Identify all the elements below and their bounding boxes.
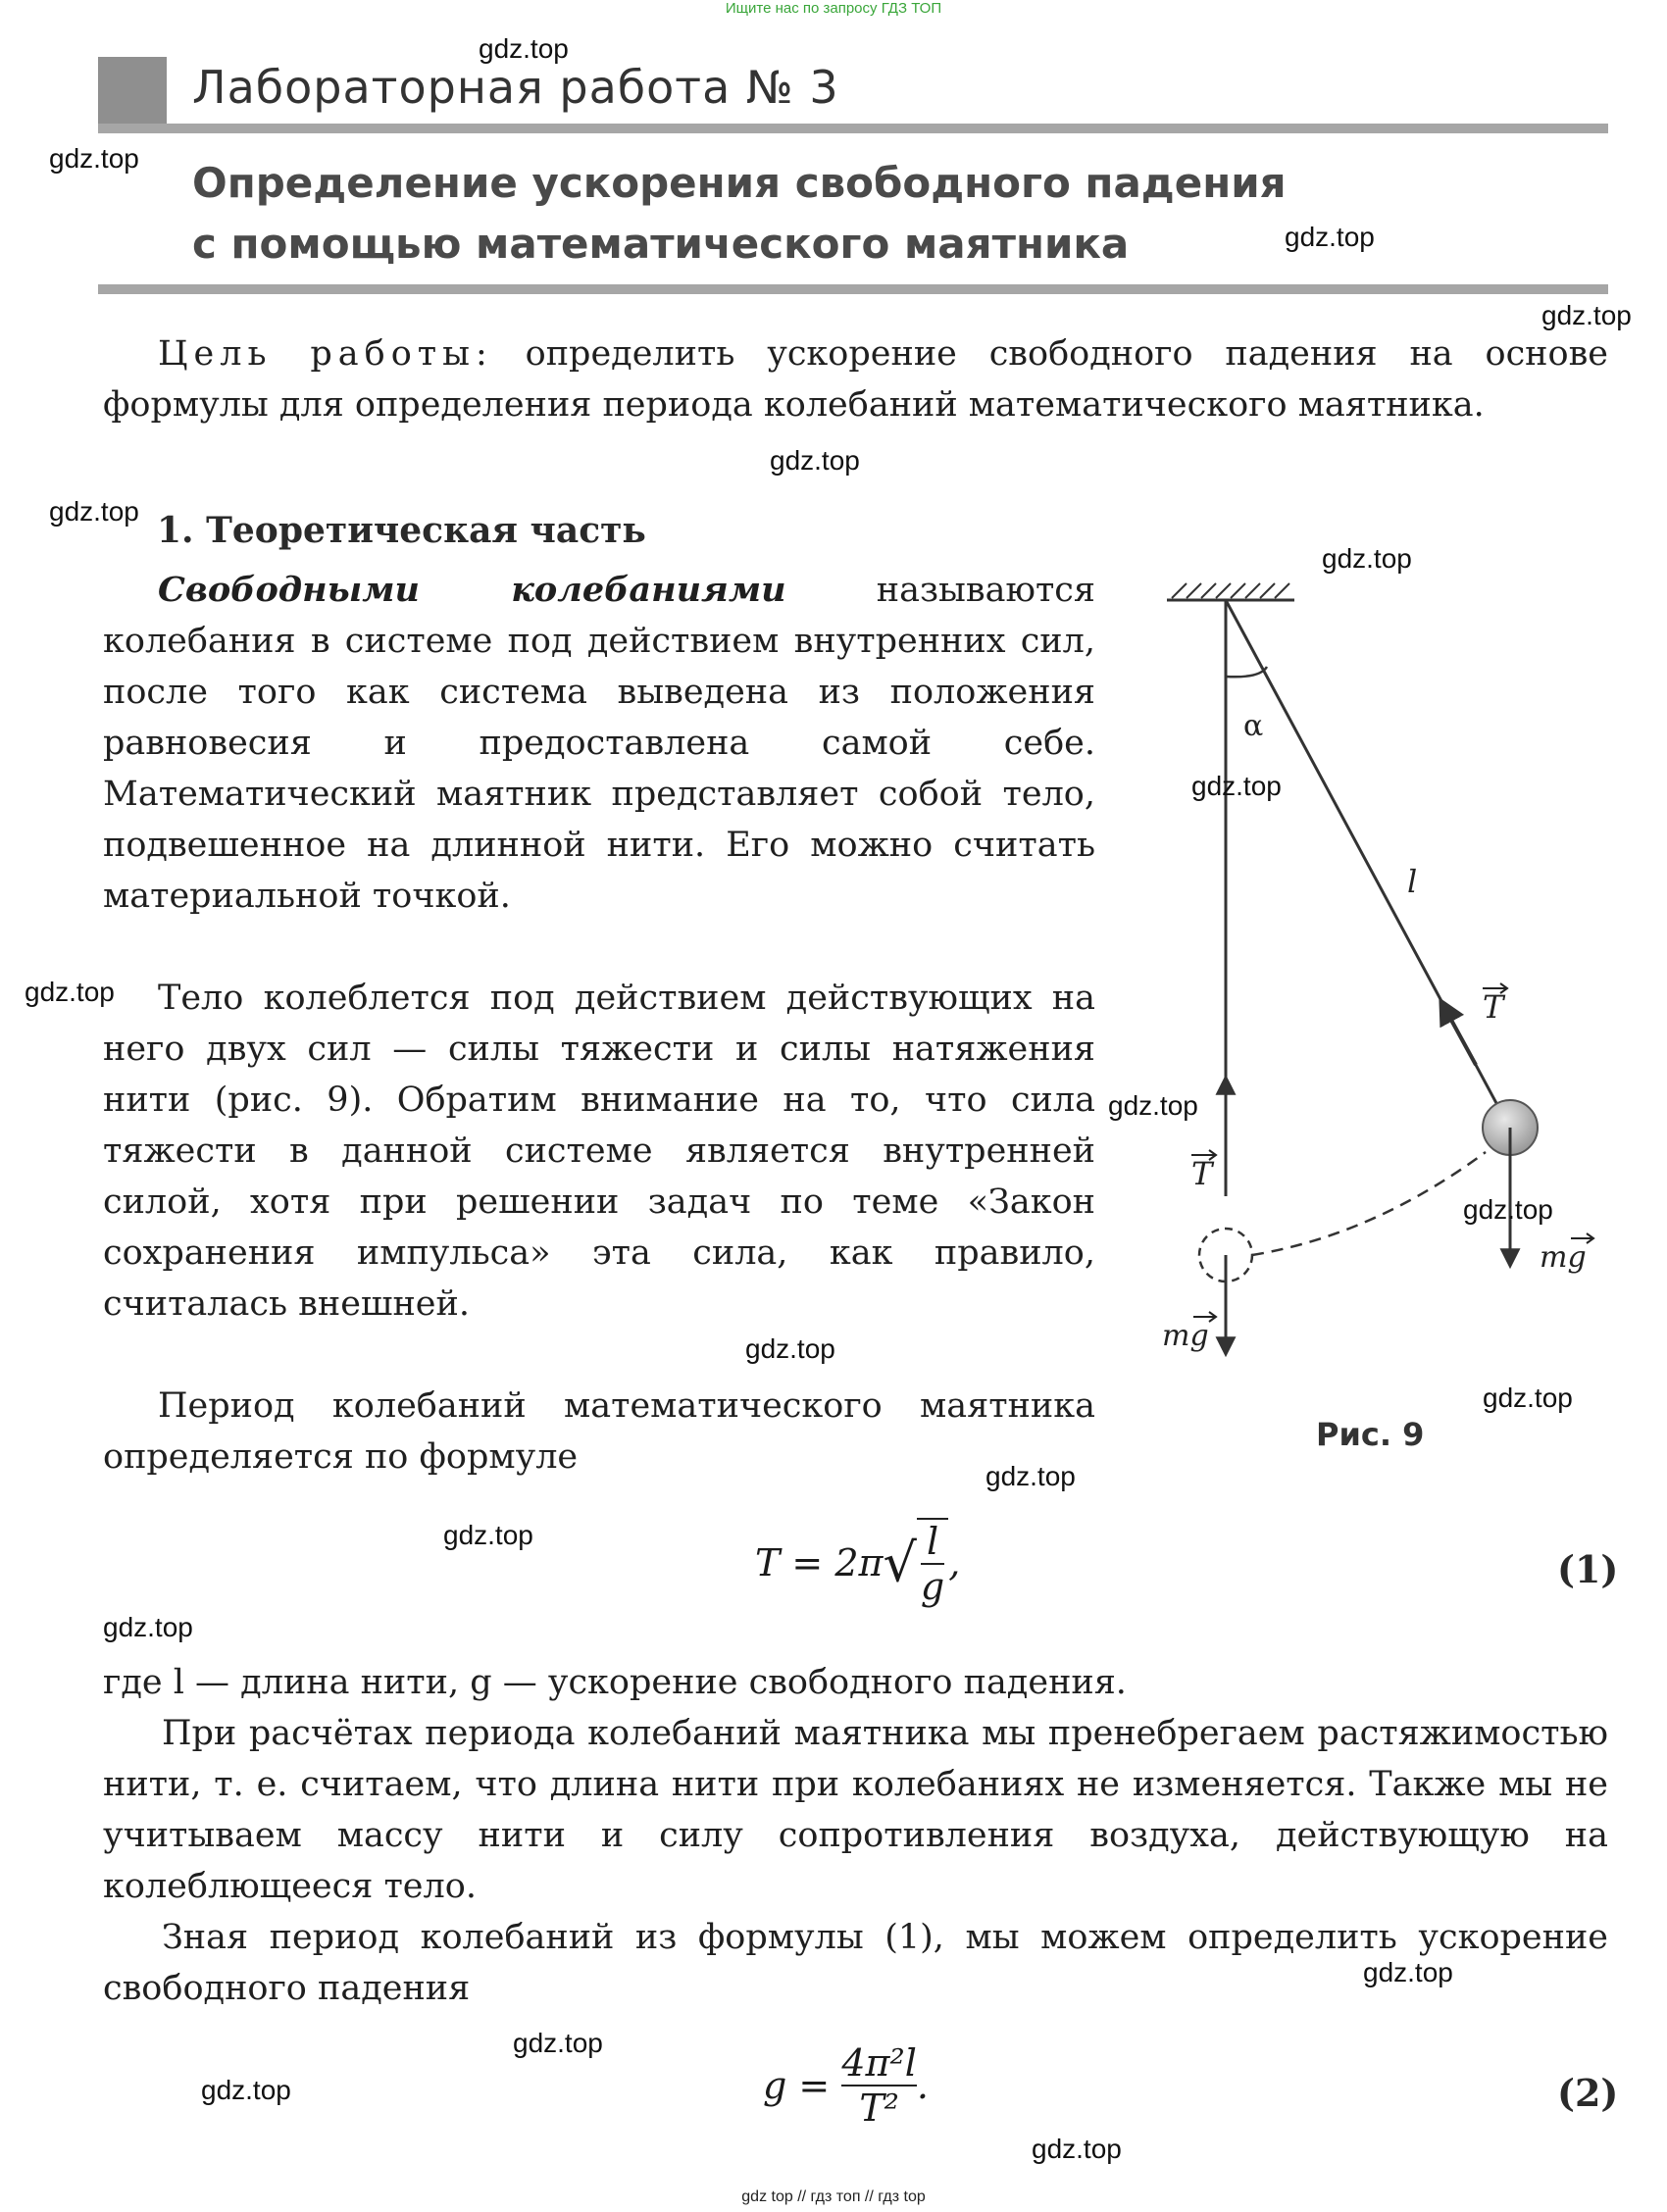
watermark: gdz.top (513, 2028, 603, 2058)
watermark: gdz.top (201, 2075, 291, 2105)
top-banner: Ищите нас по запросу ГДЗ ТОП (725, 0, 942, 17)
equation-number-2: (2) (1557, 2071, 1619, 2115)
watermark: gdz.top (103, 1612, 193, 1642)
formula1-tail: , (948, 1541, 961, 1584)
tension-arrow (1441, 1002, 1476, 1065)
formula2-num: 4π²l (841, 2041, 917, 2085)
label-length: l (1407, 863, 1418, 900)
formula2-den: T² (841, 2085, 917, 2130)
formula-gravity (763, 2041, 1018, 2130)
main-title-line2: с помощью математического маятника (192, 220, 1130, 268)
formula1-den: g (920, 1565, 945, 1608)
trajectory-arc (1252, 1152, 1486, 1255)
main-title (192, 153, 1287, 275)
main-title-line1: Определение ускорения свободного падения (192, 159, 1287, 207)
label-alpha: α (1243, 709, 1264, 743)
paragraph-derive-g: Зная период колебаний из формулы (1), мы можем определить ускорение свободного падения (103, 1918, 1608, 2008)
formula1-lhs: T = 2π (755, 1541, 884, 1584)
figure-caption: Рис. 9 (1316, 1416, 1425, 1453)
watermark: gdz.top (25, 977, 115, 1007)
paragraph-assumptions: При расчётах периода колебаний маятника мы пренебрегаем растяжимостью нити, т. е. считаем, что длина нити при колебаниях не изменяется. Также мы не учитываем массу нити и силу сопротивления воздуха, действующую на колеблющееся тело. (103, 1714, 1608, 1906)
paragraph-forces: Тело колеблется под действием действующих на него двух сил — силы тяжести и силы натяжения нити (рис. 9). Обратим внимание на то, что сила тяжести в данной системе является внутренней силой, хотя при решении задач по теме «Закон сохранения импульса» эта сила, как правило, считалась внешней. (103, 979, 1095, 1324)
watermark: gdz.top (479, 33, 569, 64)
bottom-banner: gdz top // гдз топ // гдз top (741, 2188, 926, 2205)
paragraph-free-oscillations (103, 565, 1095, 922)
label-gravity-rest: mg (1162, 1319, 1209, 1353)
formula2-lhs: g = (763, 2064, 831, 2107)
formula1-num: l (927, 1520, 939, 1563)
ceiling-support (1167, 583, 1294, 600)
formula2-tail: . (916, 2064, 929, 2107)
label-tension-rest: T (1191, 1155, 1213, 1192)
watermark: gdz.top (745, 1333, 835, 1364)
watermark: gdz.top (49, 496, 139, 527)
pendulum-figure (1118, 549, 1608, 1432)
watermark: gdz.top (1463, 1194, 1553, 1225)
watermark: gdz.top (1032, 2134, 1122, 2164)
equation-number-1: (1) (1557, 1547, 1619, 1591)
term-free-oscillations: Свободными колебаниями (158, 570, 786, 610)
watermark: gdz.top (49, 143, 139, 174)
label-gravity: mg (1540, 1240, 1587, 1275)
watermark: gdz.top (1191, 771, 1282, 801)
lab-title: Лабораторная работа № 3 (192, 61, 839, 114)
goal-paragraph (103, 328, 1608, 430)
goal-label: Цель работы: (158, 334, 493, 374)
watermark: gdz.top (1285, 222, 1375, 252)
header-marker (98, 57, 167, 126)
formula-period: T = 2π√ $\frac{l}{g}$ , (755, 1520, 961, 1608)
title-rule (98, 284, 1608, 294)
watermark: gdz.top (1322, 543, 1412, 574)
watermark: gdz.top (1541, 300, 1632, 330)
goal-text: определить ускорение свободного падения на основе формулы для определения периода колебаний математического маятника. (103, 334, 1608, 425)
section-title: 1. Теоретическая часть (157, 510, 646, 551)
watermark: gdz.top (443, 1520, 533, 1550)
watermark: gdz.top (770, 445, 860, 476)
watermark: gdz.top (1483, 1382, 1573, 1413)
watermark: gdz.top (1363, 1957, 1453, 1987)
watermark: gdz.top (985, 1461, 1076, 1491)
paragraph-period: Период колебаний математического маятника определяется по формуле (103, 1386, 1095, 1477)
watermark: gdz.top (1108, 1090, 1198, 1121)
para1-text: называются колебания в системе под действием внутренних сил, после того как система выведена из положения равновесия и предоставлена самой себе. Математический маятник представляет собой тело, подвешенное на длинной нити. Его можно считать материальной точкой. (103, 571, 1095, 916)
angle-arc (1226, 667, 1267, 677)
header-rule (98, 124, 1608, 133)
where-line: где l — длина нити, g — ускорение свободного падения. (103, 1663, 1127, 1702)
label-tension: T (1483, 988, 1504, 1026)
